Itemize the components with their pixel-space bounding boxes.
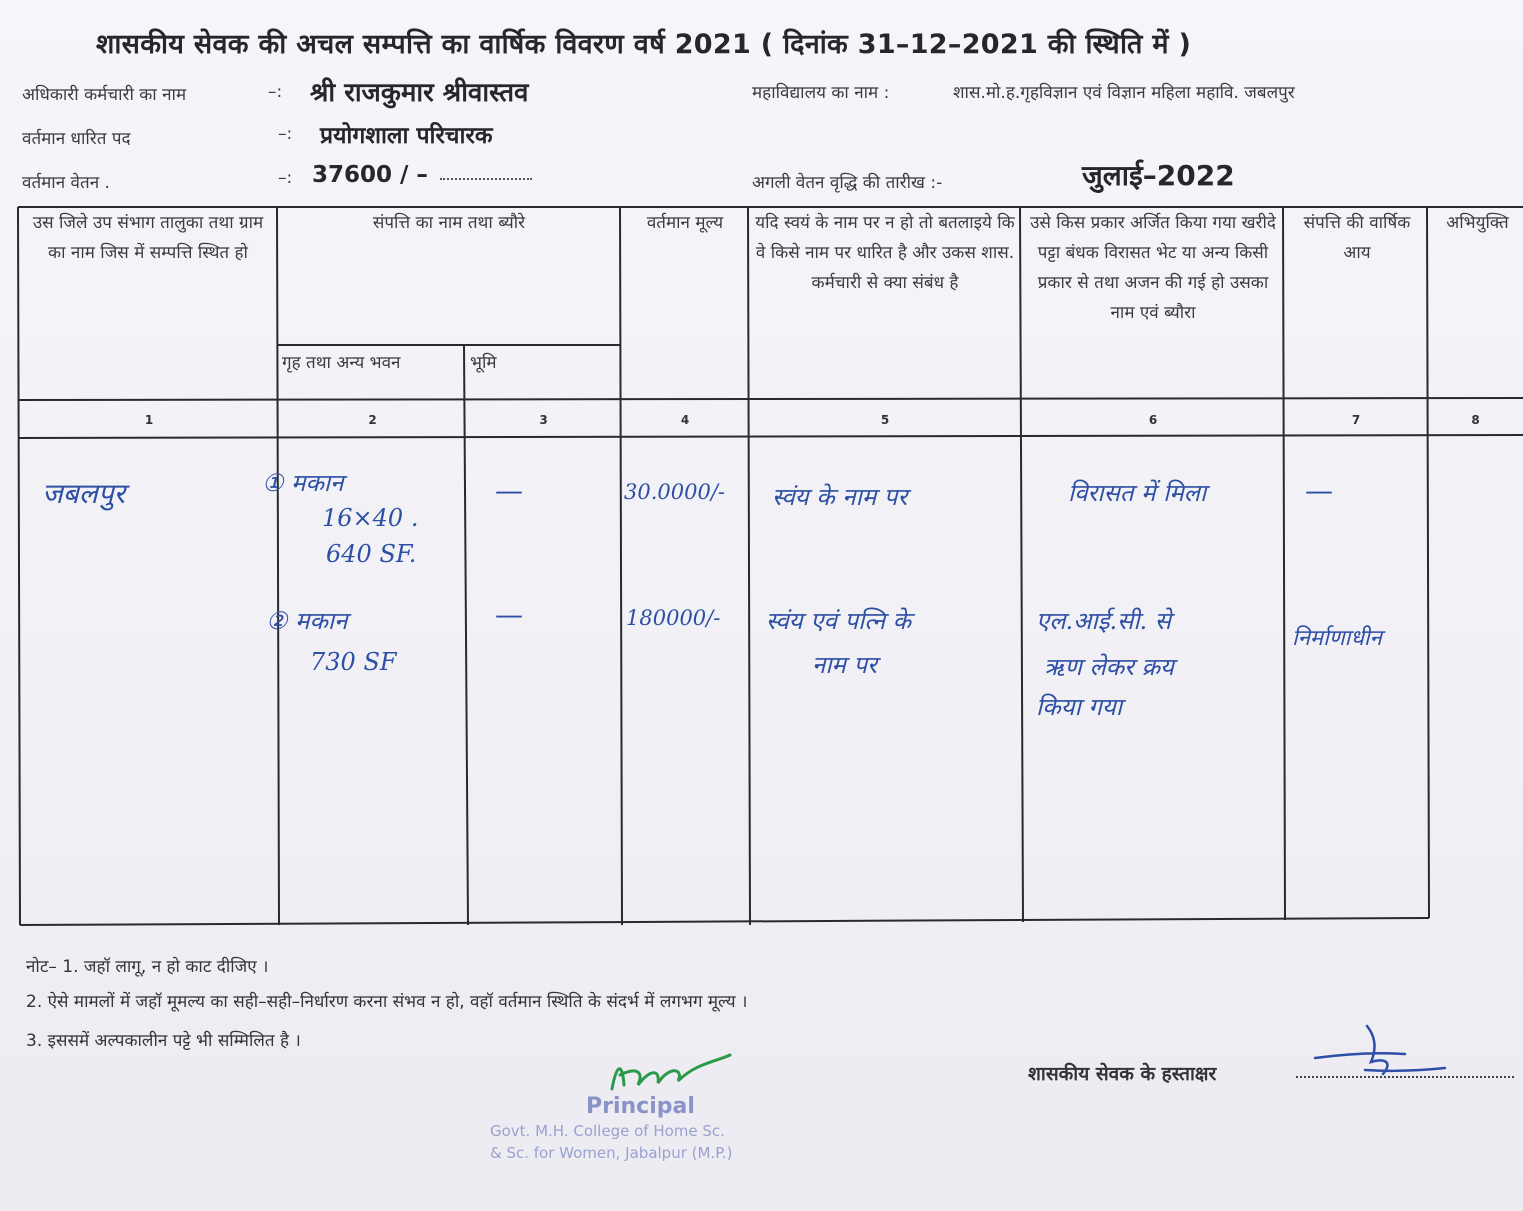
- name-separator: –:: [268, 82, 283, 102]
- note-line: 3. इससमें अल्पकालीन पट्टे भी सम्मिलित है ।: [26, 1031, 301, 1051]
- header-holder: यदि स्वयं के नाम पर न हो तो बतलाइये कि वे किसे नाम पर धारित है और उकस शास. कर्मचारी से क्या संबंध है: [755, 213, 1015, 293]
- col-number: 8: [1471, 413, 1480, 427]
- college-label: महाविद्यालय का नाम :: [752, 83, 890, 103]
- note-line: 2. ऐसे मामलों में जहॉ मूमल्य का सही–सही–निर्धारण करना संभव न हो, वहॉ वर्तमान स्थिति के संदर्भ में लगभग मूल्य ।: [26, 992, 748, 1012]
- increment-label: अगली वेतन वृद्धि की तारीख :-: [752, 173, 943, 193]
- row1-acquired: विरासत में मिला: [1068, 479, 1207, 507]
- row1-building-line: 640 SF.: [326, 540, 417, 568]
- header-acquired: उसे किस प्रकार अर्जित किया गया खरीदे पट्टा बंधक विरासत भेट या अन्य किसी प्रकार से तथा अजन की गई हो उसका नाम एवं ब्यौरा: [1030, 213, 1276, 323]
- note-line: नोट– 1. जहॉ लागू, न हो काट दीजिए ।: [26, 957, 269, 977]
- principal-signature: [600, 1045, 740, 1097]
- employee-signature: [1305, 1018, 1455, 1088]
- signature-label: शासकीय सेवक के हस्ताक्षर: [1028, 1063, 1217, 1085]
- row2-building-line: 730 SF: [310, 648, 397, 676]
- employee-post: प्रयोगशाला परिचारक: [320, 123, 493, 149]
- row1-building-line: 16×40 .: [322, 504, 419, 532]
- post-label: वर्तमान धारित पद: [22, 129, 131, 149]
- salary-label: वर्तमान वेतन .: [22, 173, 110, 193]
- row1-income: —: [1305, 474, 1333, 507]
- location-entry: जबलपुर: [42, 477, 126, 510]
- header-value: वर्तमान मूल्य: [646, 213, 724, 233]
- col-number: 3: [539, 413, 548, 427]
- row2-acquired-line: एल.आई.सी. से: [1036, 607, 1172, 635]
- col-number: 4: [680, 413, 690, 427]
- name-label: अधिकारी कर्मचारी का नाम: [22, 85, 187, 105]
- col-number: 2: [368, 413, 377, 427]
- row1-value: 30.0000/-: [624, 480, 726, 504]
- post-separator: –:: [278, 124, 293, 144]
- row1-building-line: ① मकान: [262, 469, 344, 497]
- col-number: 5: [880, 413, 890, 427]
- increment-date: जुलाई–2022: [1082, 159, 1235, 192]
- college-name: शास.मो.ह.गृहविज्ञान एवं विज्ञान महिला महावि. जबलपुर: [953, 83, 1295, 103]
- col-number: 7: [1351, 413, 1361, 427]
- row2-land: —: [495, 598, 523, 631]
- header-property: संपत्ति का नाम तथा ब्यौरे: [372, 213, 526, 233]
- stamp-title: Principal: [586, 1094, 695, 1119]
- col-number: 6: [1148, 413, 1158, 427]
- stamp-line: & Sc. for Women, Jabalpur (M.P.): [490, 1144, 733, 1162]
- row1-holder: स्वंय के नाम पर: [772, 483, 908, 511]
- row2-value: 180000/-: [626, 606, 721, 630]
- header-remarks: अभियुक्ति: [1446, 213, 1509, 233]
- header-income: संपत्ति की वार्षिक आय: [1303, 213, 1411, 263]
- subheader-land: भूमि: [470, 353, 497, 373]
- row2-income: निर्माणाधीन: [1292, 626, 1382, 651]
- stamp-line: Govt. M.H. College of Home Sc.: [490, 1122, 725, 1140]
- header-location: उस जिले उप संभाग तालुका तथा ग्राम का नाम जिस में सम्पत्ति स्थित हो: [32, 213, 264, 263]
- salary-separator: –:: [278, 168, 293, 188]
- row2-acquired-line: ऋण लेकर क्रय: [1044, 653, 1174, 681]
- subheader-building: गृह तथा अन्य भवन: [282, 353, 401, 373]
- salary-value: 37600 / –: [312, 162, 428, 188]
- row2-holder-line: नाम पर: [812, 651, 877, 679]
- row2-acquired-line: किया गया: [1036, 693, 1123, 721]
- form-title: शासकीय सेवक की अचल सम्पत्ति का वार्षिक विवरण वर्ष 2021 ( दिनांक 31–12–2021 की स्थिति में ): [96, 29, 1192, 60]
- col-number: 1: [144, 413, 154, 427]
- employee-name: श्री राजकुमार श्रीवास्तव: [310, 78, 529, 108]
- row2-holder-line: स्वंय एवं पत्नि के: [766, 607, 912, 635]
- row1-land: —: [495, 474, 523, 507]
- row2-building-line: ② मकान: [266, 607, 348, 635]
